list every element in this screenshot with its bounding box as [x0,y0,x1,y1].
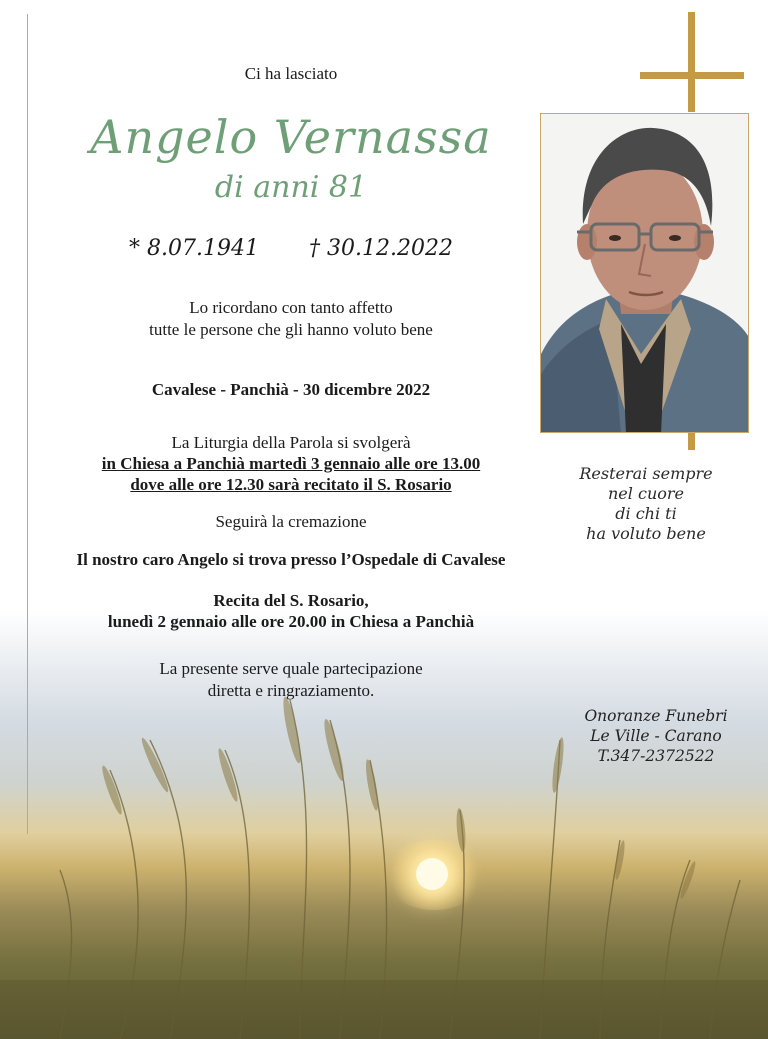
rosary-text [28,590,554,632]
deceased-name: Angelo Vernassa [90,110,492,164]
liturgy-line-1: La Liturgia della Parola si svolgerà [171,433,411,452]
funeral-agency [556,706,756,766]
cross-icon-horizontal [640,72,744,79]
remembrance-line-1: Lo ricordano con tanto affetto [189,298,393,317]
quote-line-1: Resterai sempre [579,464,713,483]
quote-line-3: di chi ti [615,504,677,523]
agency-phone: T.347-2372522 [597,747,715,765]
cross-icon-vertical [688,12,695,112]
rosary-line-1: Recita del S. Rosario, [213,591,369,610]
deceased-age: di anni 81 [214,170,368,205]
birth-date: * 8.07.1941 [129,236,259,261]
memorial-quote [556,464,736,544]
agency-name: Onoranze Funebri [584,707,728,725]
rosary-line-2: lunedì 2 gennaio alle ore 20.00 in Chiesa a Panchià [107,612,475,631]
notice-text [28,658,554,702]
place-date: Cavalese - Panchià - 30 dicembre 2022 [151,380,431,399]
liturgy-line-3: dove alle ore 12.30 sarà recitato il S. Rosario [130,475,452,494]
liturgy-line-2: in Chiesa a Panchià martedì 3 gennaio alle ore 13.00 [101,454,481,473]
location-text: Il nostro caro Angelo si trova presso l’Ospedale di Cavalese [76,550,506,569]
notice-line-1: La presente serve quale partecipazione [159,659,423,678]
cross-icon-foot [688,433,695,450]
liturgy-text [28,432,554,495]
portrait-photo [540,113,749,433]
notice-line-2: diretta e ringraziamento. [207,681,375,700]
death-date: † 30.12.2022 [309,236,453,261]
quote-line-2: nel cuore [608,484,684,503]
agency-location: Le Ville - Carano [590,727,722,745]
cremation-text: Seguirà la cremazione [215,512,367,531]
remembrance-line-2: tutte le persone che gli hanno voluto bene [149,320,433,339]
quote-line-4: ha voluto bene [586,524,706,543]
life-dates [28,236,554,261]
intro-text: Ci ha lasciato [244,64,338,83]
remembrance-text [28,297,554,341]
